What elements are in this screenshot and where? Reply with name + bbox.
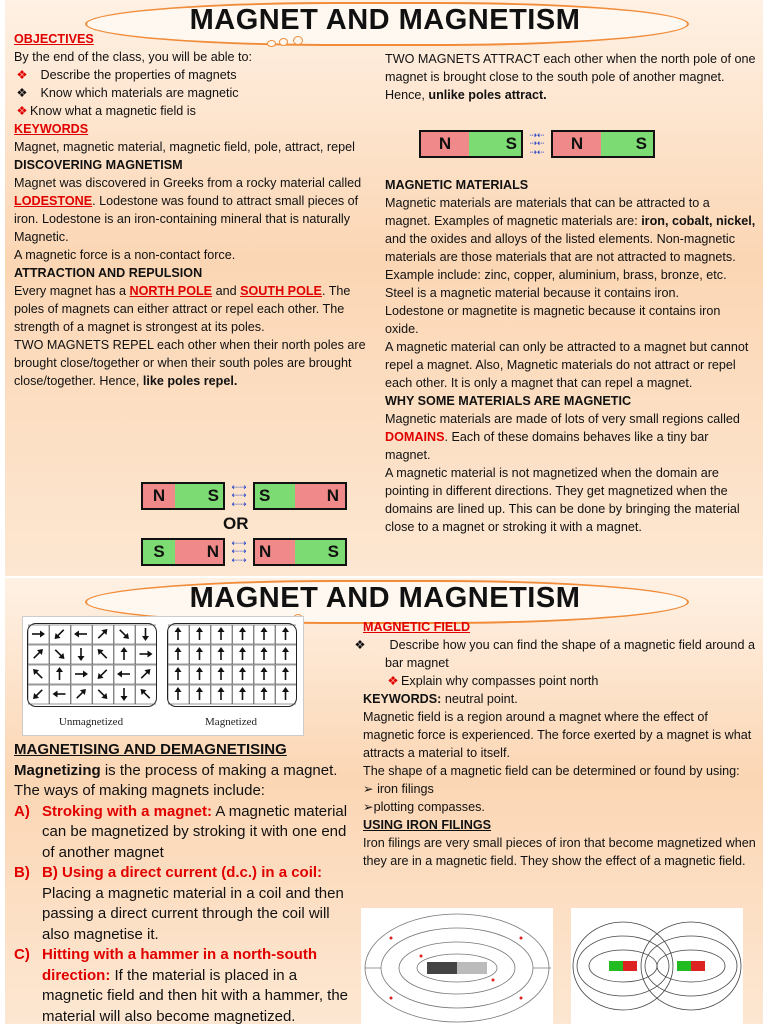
- shape-item: ➢plotting compasses.: [363, 800, 485, 814]
- poles-text: Every magnet has a NORTH POLE and SOUTH POLE. The poles of magnets can either attract or repel each other. The strength of a magnet is strongest at its poles.: [14, 284, 351, 334]
- diamond-bullet-icon: ❖: [16, 68, 28, 82]
- magnetizing-text: Magnetizing is the process of making a magnet. The ways of making magnets include:: [14, 761, 338, 799]
- objective-item: ❖ Know which materials are magnetic: [14, 84, 382, 102]
- discovering-heading: DISCOVERING MAGNETISM: [14, 158, 183, 172]
- bar-magnet: N S: [551, 130, 655, 158]
- bar-magnet: S N: [141, 538, 225, 566]
- attract-only-text: A magnetic material can only be attracted to a magnet but cannot repel a magnet. Also, Magnetic materials do not attract or repel each other. It is only a magnet that can repel a magnet.: [385, 340, 749, 390]
- field-objective: ❖ Explain why compasses point north: [363, 672, 757, 690]
- attract-arrows-icon: ⇢⇠ ⇢⇠ ⇢⇠: [529, 129, 545, 158]
- method-item: B) B) Using a direct current (d.c.) in a coil: Placing a magnetic material in a coil and then passing a direct current through the coil will also magnetise it.: [14, 864, 344, 943]
- discovering-text: Magnet was discovered in Greeks from a rocky material called LODESTONE. Lodestone was found to attract small pieces of iron. Lodestone is an iron-containing mineral that is naturally Magnetic.: [14, 176, 362, 244]
- iron-text: Iron filings are very small pieces of iron that become magnetized when they are in a magnetic field. They show the effect of a magnetic field.: [363, 836, 756, 868]
- page-2: [5, 578, 763, 1024]
- noncontact-text: A magnetic force is a non-contact force.: [14, 248, 236, 262]
- not-magnetized-text: A magnetic material is not magnetized when the domain are pointing in different directions. They get magnetized when the domains are lined up. This can be done by bringing the material close to a magnet or stroking it with a magnet.: [385, 466, 740, 534]
- left-column: [14, 30, 382, 390]
- field-definition: Magnetic field is a region around a magnet where the effect of magnetic force is experienced. The force exerted by a magnet is what attracts a material to itself.: [363, 710, 752, 760]
- right-column: [385, 50, 757, 104]
- why-heading: WHY SOME MATERIALS ARE MAGNETIC: [385, 394, 632, 408]
- domains-term: DOMAINS: [385, 430, 445, 444]
- magnetising-heading: MAGNETISING AND DEMAGNETISING: [14, 741, 287, 758]
- page-title: MAGNET AND MAGNETISM: [189, 582, 581, 614]
- attract-text: TWO MAGNETS ATTRACT each other when the north pole of one magnet is brought close to the south pole of another magnet.: [385, 52, 756, 84]
- two-magnet-field-image: [571, 908, 743, 1024]
- objectives-intro: By the end of the class, you will be able to:: [14, 50, 253, 64]
- keywords-heading: KEYWORDS: [14, 122, 89, 136]
- south-pole-term: SOUTH POLE: [240, 284, 322, 298]
- magnetized-box: [167, 623, 297, 707]
- shape-text: The shape of a magnetic field can be determined or found by using:: [363, 764, 740, 778]
- magnetising-section: [14, 740, 354, 1024]
- page-title: MAGNET AND MAGNETISM: [189, 4, 581, 36]
- domains-diagram: [22, 616, 304, 736]
- north-pole-term: NORTH POLE: [129, 284, 213, 298]
- magnetic-field-section: [354, 618, 757, 870]
- method-item: C) Hitting with a hammer in a north-south direction: If the material is placed in a magnetic field and then hit with a hammer, the material will also become magnetized.: [14, 946, 349, 1024]
- objectives-heading: OBJECTIVES: [14, 32, 94, 46]
- field-objective: ❖ Describe how you can find the shape of a magnetic field around a bar magnet: [354, 638, 755, 670]
- bar-magnet: S N: [253, 482, 347, 510]
- or-label: OR: [223, 514, 249, 533]
- lodestone-text: Lodestone or magnetite is magnetic because it contains iron oxide.: [385, 304, 721, 336]
- diamond-bullet-icon: ❖: [16, 104, 28, 118]
- domains-text: Magnetic materials are made of lots of very small regions called DOMAINS. Each of these domains behaves like a tiny bar magnet.: [385, 412, 740, 462]
- attract-hence: Hence, unlike poles attract.: [385, 88, 547, 102]
- materials-heading: MAGNETIC MATERIALS: [385, 178, 529, 192]
- bar-magnet: N S: [253, 538, 347, 566]
- diamond-bullet-icon: ❖: [354, 638, 366, 652]
- unmagnetized-caption: Unmagnetized: [58, 716, 124, 728]
- arrow-bullet-icon: ➢: [363, 800, 374, 814]
- keywords-text: Magnet, magnetic material, magnetic field, pole, attract, repel: [14, 140, 355, 154]
- diamond-bullet-icon: ❖: [16, 86, 28, 100]
- iron-heading: USING IRON FILINGS: [363, 818, 492, 832]
- objective-item: ❖ Describe the properties of magnets: [14, 66, 382, 84]
- arrow-bullet-icon: ➢: [363, 782, 374, 796]
- repel-text: TWO MAGNETS REPEL each other when their north poles are brought close/together or when their south poles are brought close/together. Hence, like poles repel.: [14, 338, 366, 388]
- repel-diagram-top: [141, 482, 347, 510]
- unmagnetized-box: [27, 623, 157, 707]
- repel-arrows-icon: ⇠⇢ ⇠⇢ ⇠⇢: [231, 481, 247, 510]
- field-keywords: KEYWORDS: neutral point.: [363, 692, 518, 706]
- attract-diagram: [419, 130, 655, 158]
- objective-item: ❖ Know what a magnetic field is: [14, 102, 382, 120]
- attraction-heading: ATTRACTION AND REPULSION: [14, 266, 203, 280]
- steel-text: Steel is a magnetic material because it contains iron.: [385, 286, 680, 300]
- diamond-bullet-icon: ❖: [387, 674, 399, 688]
- right-column-lower: [385, 176, 757, 536]
- lodestone-term: LODESTONE: [14, 194, 93, 208]
- method-item: A) Stroking with a magnet: A magnetic material can be magnetized by stroking it with one end of another magnet: [14, 802, 348, 861]
- magnetized-caption: Magnetized: [205, 716, 257, 728]
- materials-text: Magnetic materials are materials that can be attracted to a magnet. Examples of magnetic materials are: iron, cobalt, nickel, and the oxides and alloys of the listed elements. Non-magnetic materials are those materials that are not attracted to magnets. Example include: zinc, copper, aluminium, brass, bronze, etc.: [385, 196, 756, 282]
- bar-magnet: N S: [419, 130, 523, 158]
- repel-diagram-bottom: [141, 538, 347, 566]
- shape-item: ➢ iron filings: [363, 782, 434, 796]
- bar-magnet: N S: [141, 482, 225, 510]
- page-1: [5, 0, 763, 576]
- single-magnet-field-image: [361, 908, 553, 1024]
- repel-arrows-icon: ⇠⇢ ⇠⇢ ⇠⇢: [231, 537, 247, 566]
- field-heading: MAGNETIC FIELD: [363, 620, 471, 634]
